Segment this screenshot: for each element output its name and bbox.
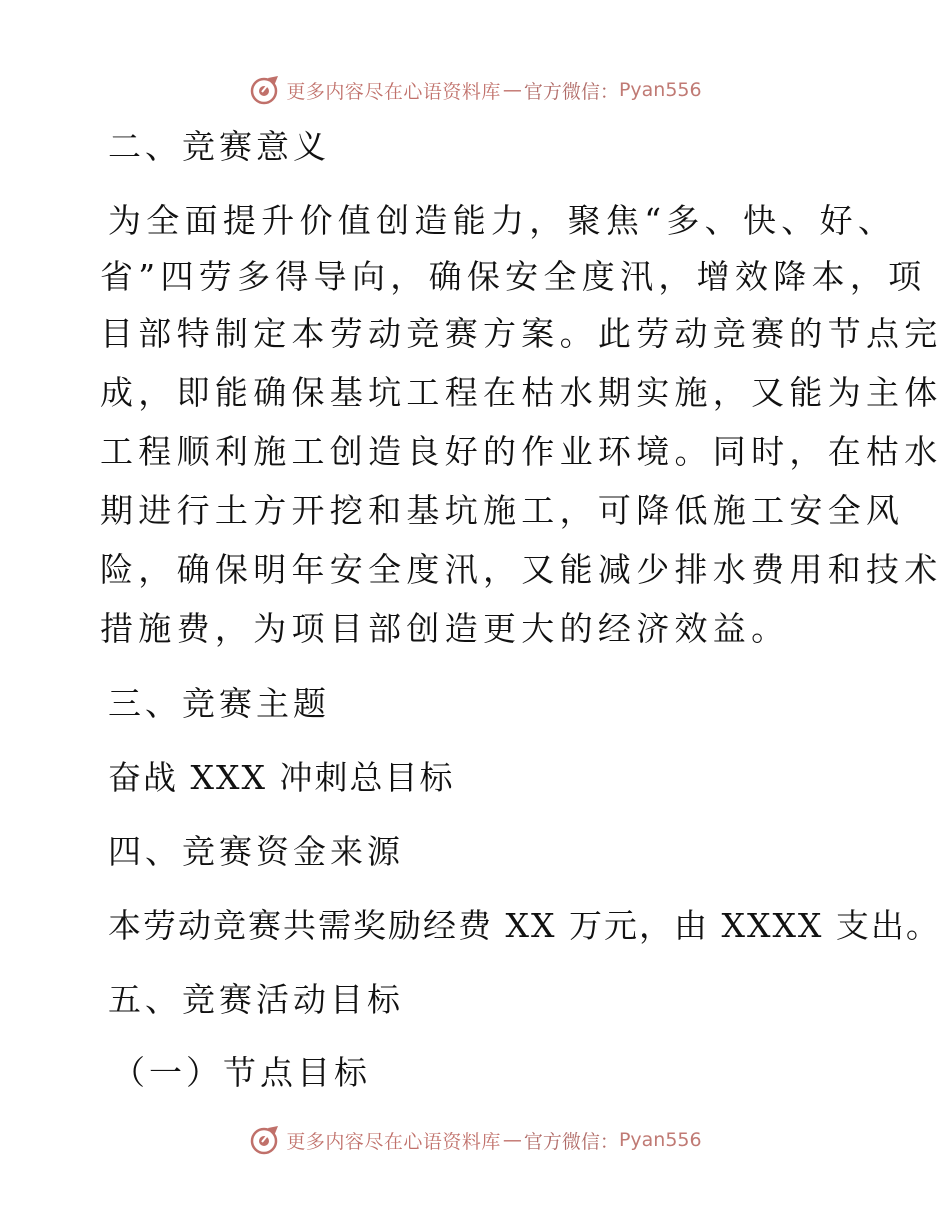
watermark-wechat-label: 官方微信： (523, 1130, 619, 1153)
paragraph-line: 措施费，为项目部创造更大的经济效益。 (100, 609, 790, 648)
watermark-wechat-label: 官方微信： (523, 80, 619, 103)
pen-logo-icon (248, 74, 280, 106)
paragraph-line: 成，即能确保基坑工程在枯水期实施，又能为主体 (100, 373, 943, 412)
paragraph-line: 工程顺利施工创造良好的作业环境。同时，在枯水 (100, 432, 943, 471)
paragraph-line: 为全面提升价值创造能力，聚焦“多、快、好、 (108, 201, 897, 240)
watermark-separator: — (502, 1129, 522, 1151)
watermark-wechat-id: Pyan556 (618, 1129, 702, 1151)
paragraph-line: 期进行土方开挖和基坑施工，可降低施工安全风 (100, 491, 905, 530)
watermark-text: 更多内容尽在心语资料库 (286, 80, 501, 103)
section-3-body: 奋战 XXX 冲刺总目标 (108, 758, 455, 797)
pen-logo-icon (248, 1124, 280, 1156)
watermark-separator: — (502, 79, 522, 101)
watermark-wechat-id: Pyan556 (618, 79, 702, 101)
section-heading-4: 四、竞赛资金来源 (108, 832, 404, 871)
paragraph-line: 险，确保明年安全度汛，又能减少排水费用和技术 (100, 550, 943, 589)
subsection-heading: （一）节点目标 (112, 1053, 371, 1092)
paragraph-line: 省”四劳多得导向，确保安全度汛，增效降本，项 (100, 257, 927, 296)
section-heading-2: 二、竞赛意义 (108, 127, 330, 166)
paragraph-line: 目部特制定本劳动竞赛方案。此劳动竞赛的节点完 (100, 314, 943, 353)
watermark-header (0, 70, 950, 110)
section-heading-5: 五、竞赛活动目标 (108, 980, 404, 1019)
watermark-text: 更多内容尽在心语资料库 (286, 1130, 501, 1153)
watermark-footer (0, 1120, 950, 1160)
section-heading-3: 三、竞赛主题 (108, 684, 330, 723)
section-4-body: 本劳动竞赛共需奖励经费 XX 万元，由 XXXX 支出。 (108, 906, 941, 945)
